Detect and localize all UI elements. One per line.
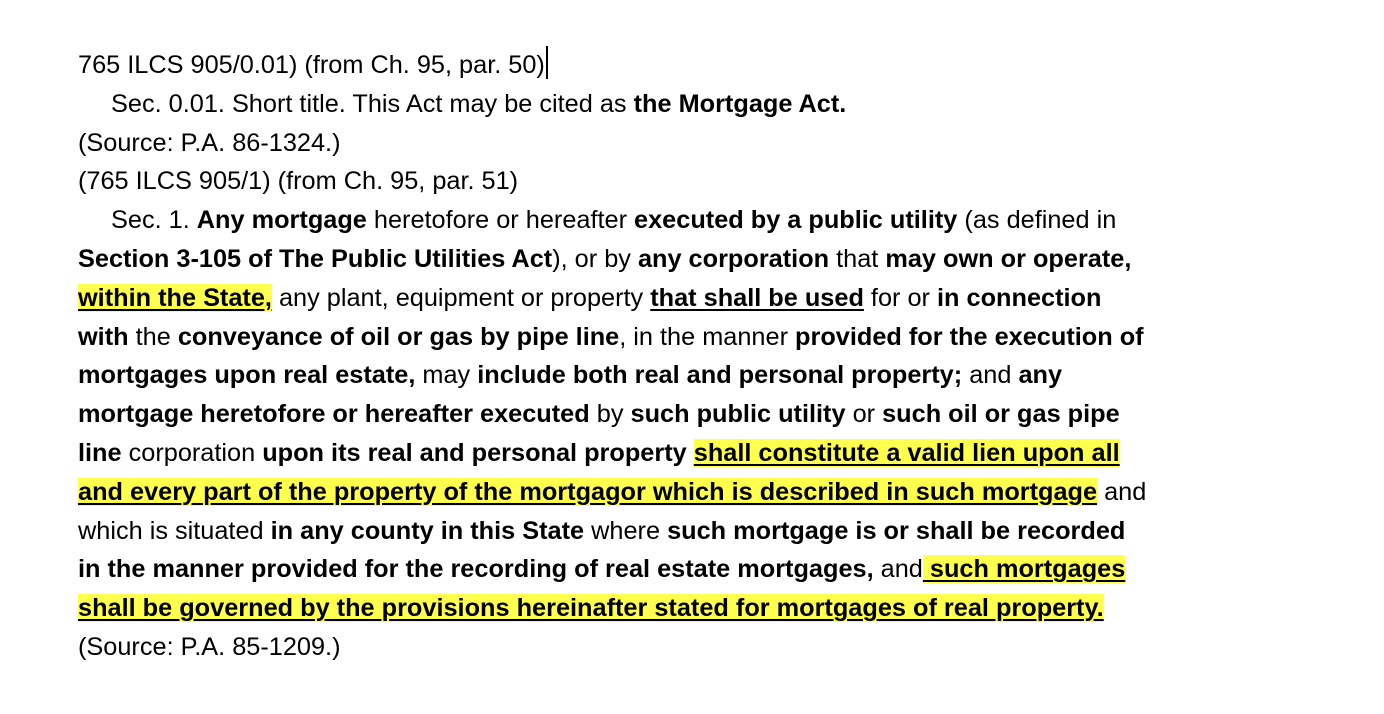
text-cursor <box>546 46 548 79</box>
document-body[interactable] <box>78 46 1328 667</box>
paragraph-line: mortgages upon real estate, may include both real and personal property; and any <box>78 361 1063 390</box>
citation-line-1 <box>78 46 1328 85</box>
paragraph-line: which is situated in any county in this State where such mortgage is or shall be recorded <box>78 516 1126 545</box>
citation-text: 765 ILCS 905/0.01) (from Ch. 95, par. 50) <box>78 51 545 79</box>
paragraph-line: and every part of the property of the mortgagor which is described in such mortgage and <box>78 477 1147 506</box>
paragraph-line: within the State, any plant, equipment or property that shall be used for or in connection <box>78 283 1102 312</box>
section-1-paragraph <box>78 201 1328 628</box>
underlined-text: that shall be used <box>650 283 864 312</box>
source-line-2: (Source: P.A. 85-1209.) <box>78 632 341 661</box>
paragraph-line: line corporation upon its real and personal property shall constitute a valid lien upon all <box>78 438 1120 467</box>
paragraph-line: with the conveyance of oil or gas by pipe line, in the manner provided for the execution of <box>78 322 1144 351</box>
section-text: Sec. 0.01. Short title. This Act may be cited as <box>111 89 634 118</box>
act-name: the Mortgage Act. <box>633 89 847 118</box>
citation-line-2: (765 ILCS 905/1) (from Ch. 95, par. 51) <box>78 167 519 196</box>
paragraph-line: Section 3-105 of The Public Utilities Act), or by any corporation that may own or operate, <box>78 244 1132 273</box>
source-line-1: (Source: P.A. 86-1324.) <box>78 128 341 157</box>
highlighted-text: within the State, <box>78 283 272 312</box>
highlighted-text: shall constitute a valid lien upon all <box>693 438 1120 467</box>
paragraph-line <box>78 589 1328 628</box>
highlighted-text: and every part of the property of the mortgagor which is described in such mortgage <box>78 477 1098 506</box>
paragraph-line: mortgage heretofore or hereafter executed by such public utility or such oil or gas pipe <box>78 400 1120 429</box>
paragraph-line: in the manner provided for the recording of real estate mortgages, and such mortgages <box>78 555 1126 584</box>
section-0-01 <box>78 85 1328 124</box>
paragraph-line: Sec. 1. Any mortgage heretofore or hereafter executed by a public utility (as defined in <box>111 206 1117 235</box>
highlighted-text: such mortgages <box>922 555 1126 584</box>
highlighted-text: shall be governed by the provisions hereinafter stated for mortgages of real property. <box>78 594 1104 623</box>
